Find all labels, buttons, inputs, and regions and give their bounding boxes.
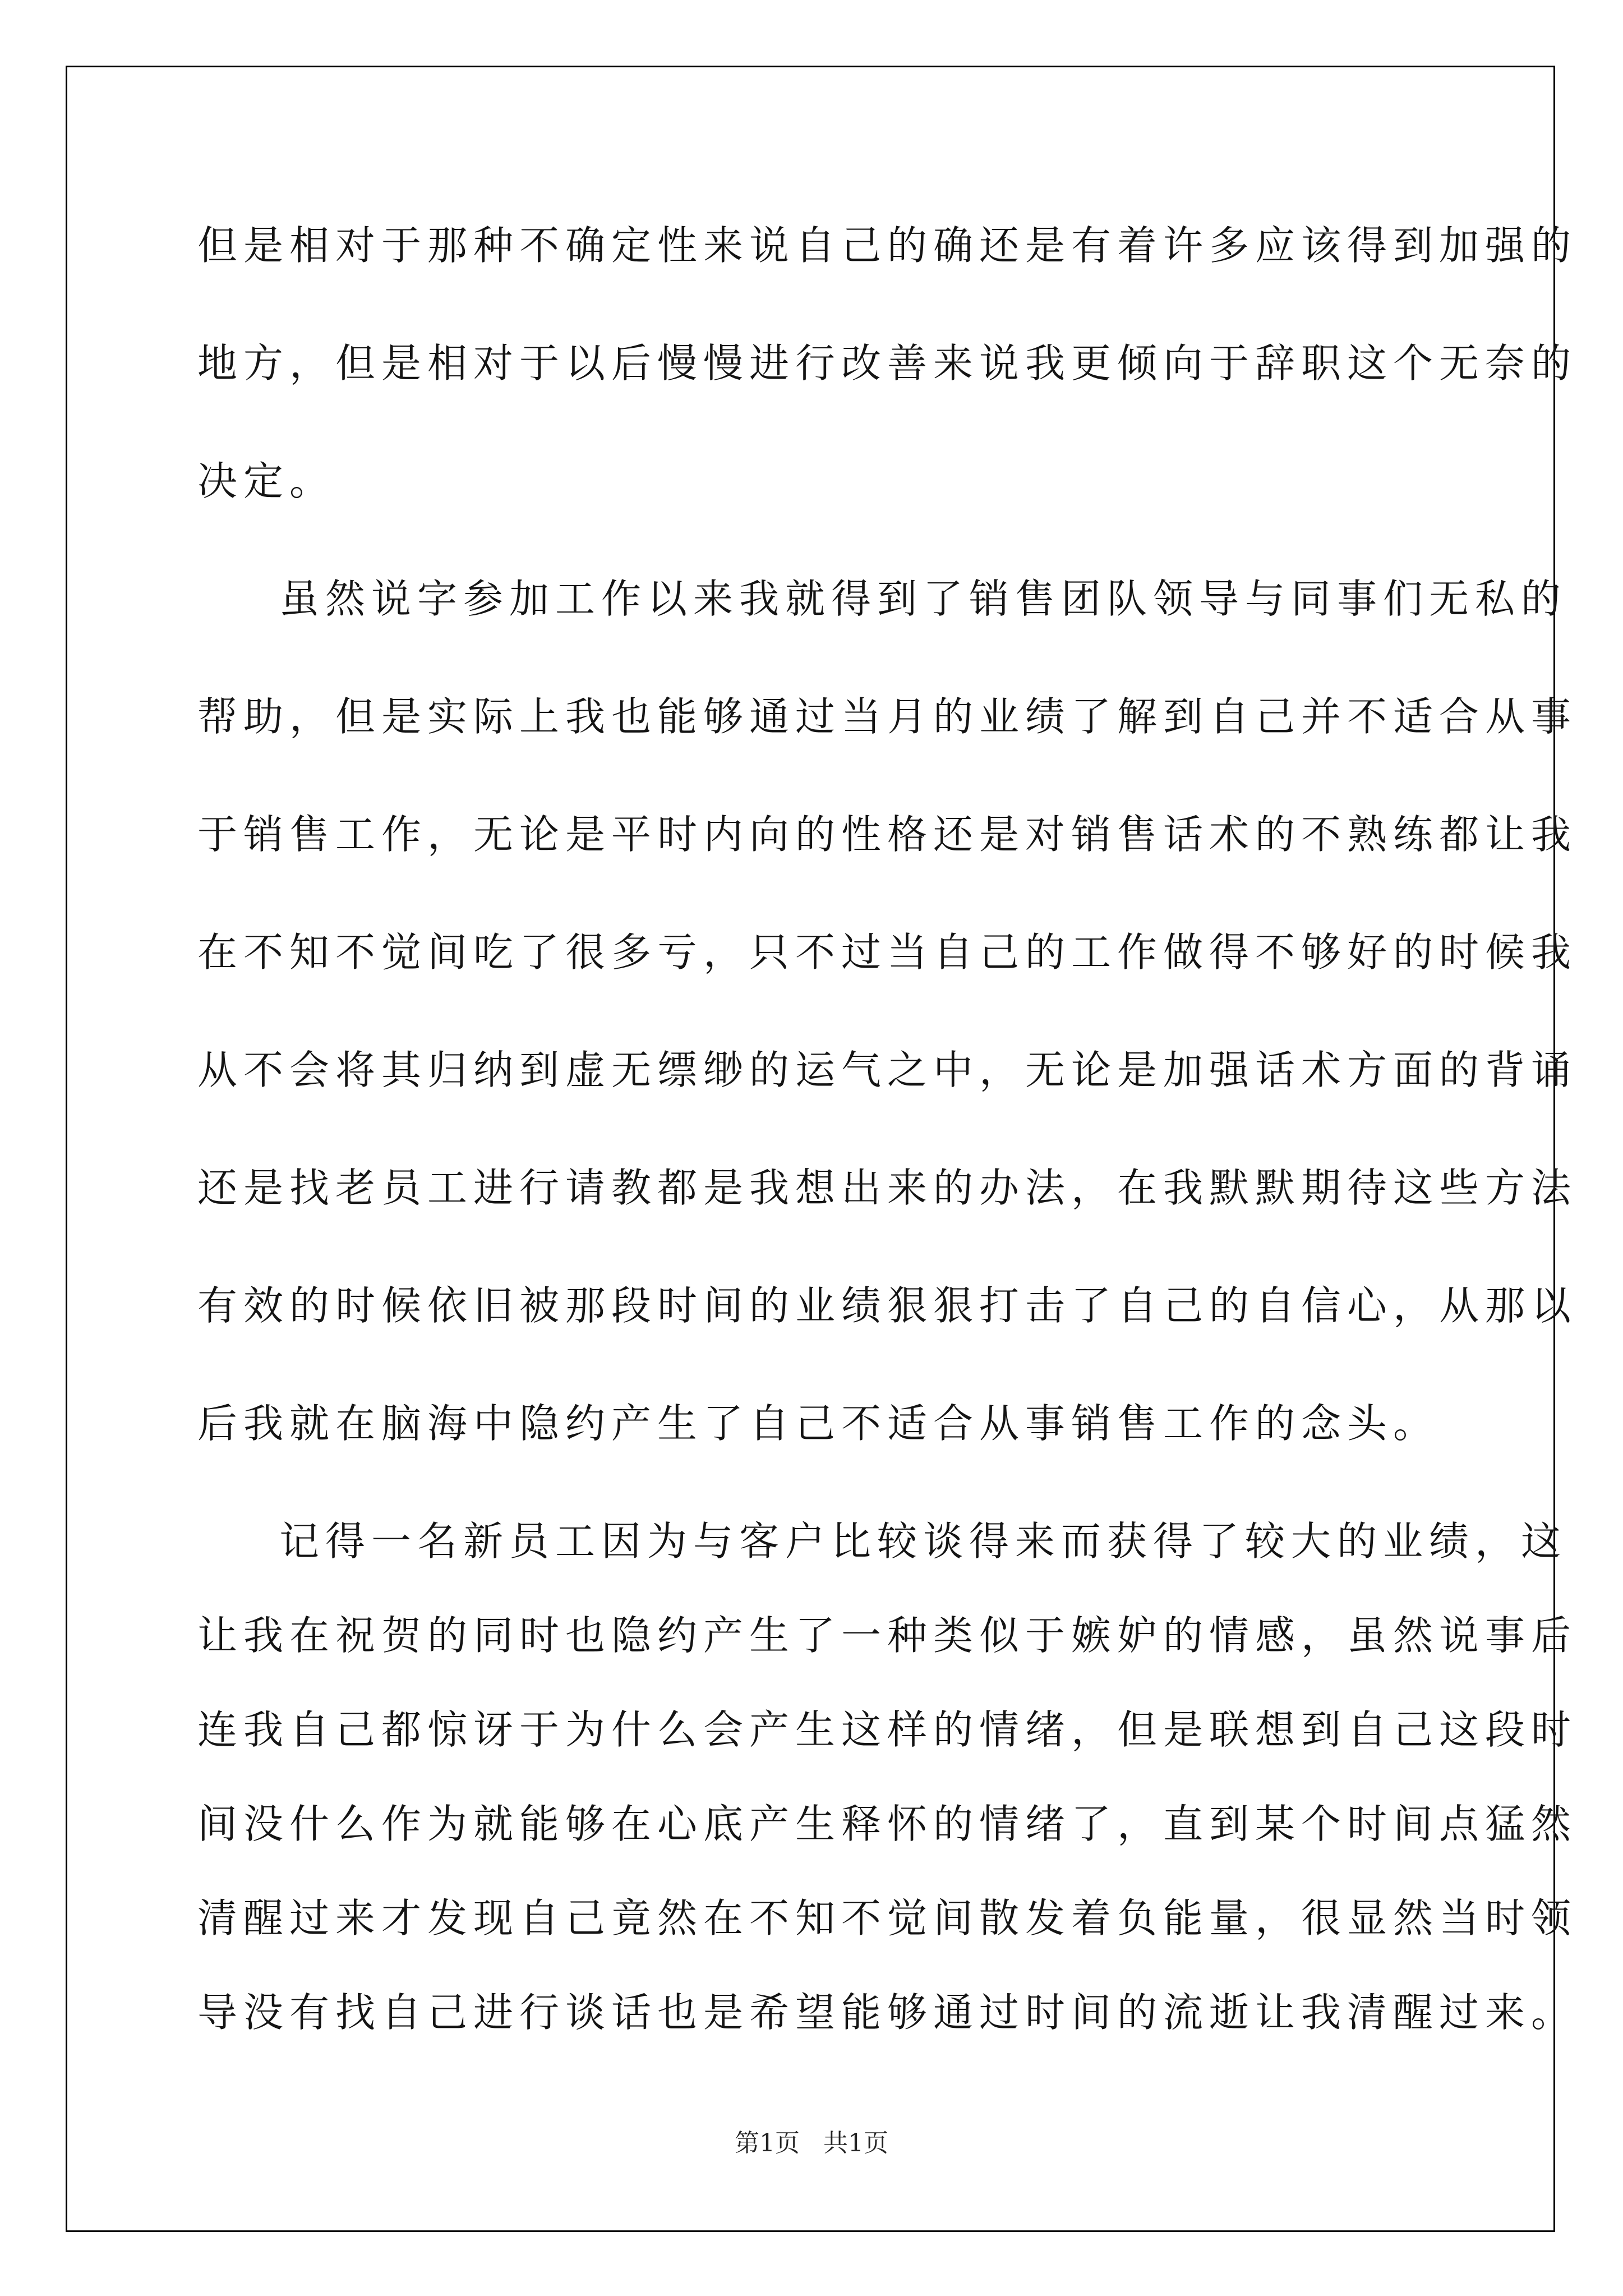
text-line: 间没什么作为就能够在心底产生释怀的情绪了，直到某个时间点猛然 — [197, 1801, 1578, 1847]
text-line: 于销售工作，无论是平时内向的性格还是对销售话术的不熟练都让我 — [197, 811, 1578, 858]
text-line: 让我在祝贺的同时也隐约产生了一种类似于嫉妒的情感，虽然说事后 — [197, 1612, 1578, 1659]
text-line: 决定。 — [197, 458, 336, 504]
text-line: 但是相对于那种不确定性来说自己的确还是有着许多应该得到加强的 — [197, 222, 1578, 269]
text-line: 从不会将其归纳到虚无缥缈的运气之中，无论是加强话术方面的背诵 — [197, 1047, 1578, 1093]
text-line: 有效的时候依旧被那段时间的业绩狠狠打击了自己的自信心，从那以 — [197, 1282, 1578, 1329]
text-line: 后我就在脑海中隐约产生了自己不适合从事销售工作的念头。 — [197, 1400, 1440, 1447]
text-line: 帮助，但是实际上我也能够通过当月的业绩了解到自己并不适合从事 — [197, 693, 1578, 740]
text-line: 导没有找自己进行谈话也是希望能够通过时间的流逝让我清醒过来。 — [197, 1989, 1578, 2036]
text-line: 地方，但是相对于以后慢慢进行改善来说我更倾向于辞职这个无奈的 — [197, 340, 1578, 386]
text-line: 在不知不觉间吃了很多亏，只不过当自己的工作做得不够好的时候我 — [197, 929, 1578, 976]
text-line: 还是找老员工进行请教都是我想出来的办法，在我默默期待这些方法 — [197, 1165, 1578, 1211]
text-line: 记得一名新员工因为与客户比较谈得来而获得了较大的业绩，这 — [279, 1518, 1567, 1565]
text-line: 清醒过来才发现自己竟然在不知不觉间散发着负能量，很显然当时领 — [197, 1895, 1578, 1941]
page-number-footer: 第1页 共1页 — [735, 2129, 888, 2157]
text-line: 连我自己都惊讶于为什么会产生这样的情绪，但是联想到自己这段时 — [197, 1706, 1578, 1753]
text-line: 虽然说字参加工作以来我就得到了销售团队领导与同事们无私的 — [279, 576, 1567, 622]
